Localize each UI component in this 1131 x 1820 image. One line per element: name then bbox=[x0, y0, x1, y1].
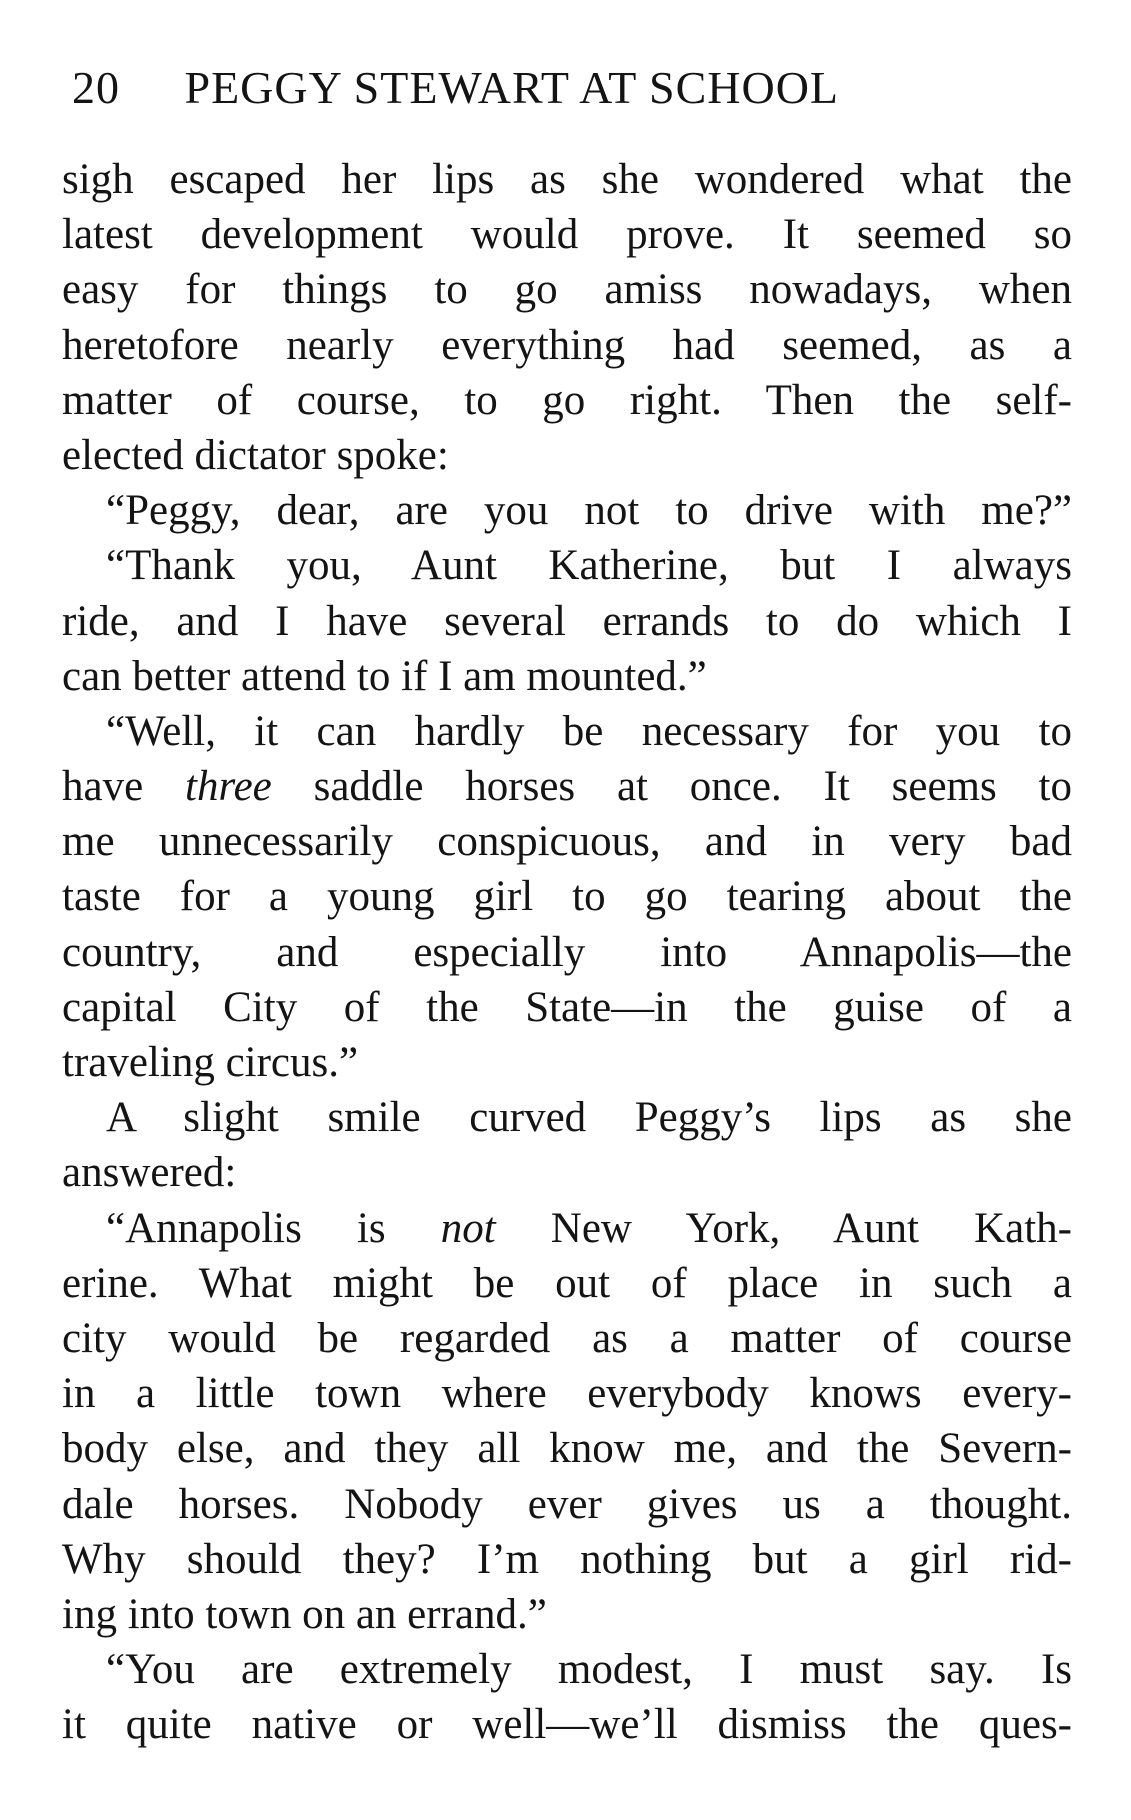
text-line: “Thank you, Aunt Katherine, but I always bbox=[106, 542, 1072, 590]
text-line: me unnecessarily conspicuous, and in very bad bbox=[62, 818, 1072, 866]
text-segment: saddle horses at once. It seems to bbox=[271, 763, 1072, 811]
text-line: easy for things to go amiss nowadays, when bbox=[62, 266, 1072, 314]
text-line: capital City of the State—in the guise of a bbox=[62, 983, 1072, 1031]
text-line: latest development would prove. It seemed so bbox=[62, 211, 1072, 259]
book-title: PEGGY STEWART AT SCHOOL bbox=[184, 62, 840, 113]
text-line: matter of course, to go right. Then the self- bbox=[62, 376, 1072, 424]
page-number: 20 bbox=[72, 62, 120, 113]
text-line: “You are extremely modest, I must say. Is bbox=[106, 1646, 1072, 1694]
text-line: “Well, it can hardly be necessary for you to bbox=[106, 707, 1072, 755]
text-line: traveling circus.” bbox=[62, 1039, 359, 1086]
text-line: dale horses. Nobody ever gives us a thought. bbox=[62, 1480, 1072, 1528]
text-line: in a little town where everybody knows every- bbox=[62, 1370, 1072, 1418]
text-line: “Peggy, dear, are you not to drive with me?” bbox=[106, 487, 1072, 535]
text-line: erine. What might be out of place in such a bbox=[62, 1259, 1072, 1307]
text-line: sigh escaped her lips as she wondered what the bbox=[62, 156, 1072, 203]
running-head bbox=[72, 58, 972, 118]
text-segment: “Annapolis is bbox=[106, 1204, 441, 1252]
text-line bbox=[62, 1201, 1072, 1256]
text-line: taste for a young girl to go tearing about the bbox=[62, 873, 1072, 921]
text-line: body else, and they all know me, and the Severn- bbox=[62, 1425, 1072, 1473]
emphasis-text: three bbox=[185, 763, 272, 811]
text-line bbox=[62, 759, 1072, 814]
text-line: ride, and I have several errands to do which I bbox=[62, 597, 1072, 645]
text-line: can better attend to if I am mounted.” bbox=[62, 652, 707, 700]
emphasis-text: not bbox=[440, 1204, 496, 1252]
text-line: ing into town on an errand.” bbox=[62, 1590, 547, 1638]
text-line: A slight smile curved Peggy’s lips as she bbox=[106, 1094, 1072, 1142]
body-text bbox=[62, 152, 1072, 1752]
text-line: country, and especially into Annapolis—the bbox=[62, 928, 1072, 976]
text-line: it quite native or well—we’ll dismiss the ques- bbox=[62, 1701, 1072, 1749]
text-line: Why should they? I’m nothing but a girl rid- bbox=[62, 1535, 1072, 1583]
text-segment: have bbox=[62, 763, 185, 811]
text-line: answered: bbox=[62, 1149, 237, 1197]
text-line: heretofore nearly everything had seemed, as a bbox=[62, 321, 1072, 369]
text-line: elected dictator spoke: bbox=[62, 431, 449, 479]
text-line: city would be regarded as a matter of course bbox=[62, 1314, 1072, 1362]
text-segment: New York, Aunt Kath- bbox=[495, 1204, 1072, 1252]
